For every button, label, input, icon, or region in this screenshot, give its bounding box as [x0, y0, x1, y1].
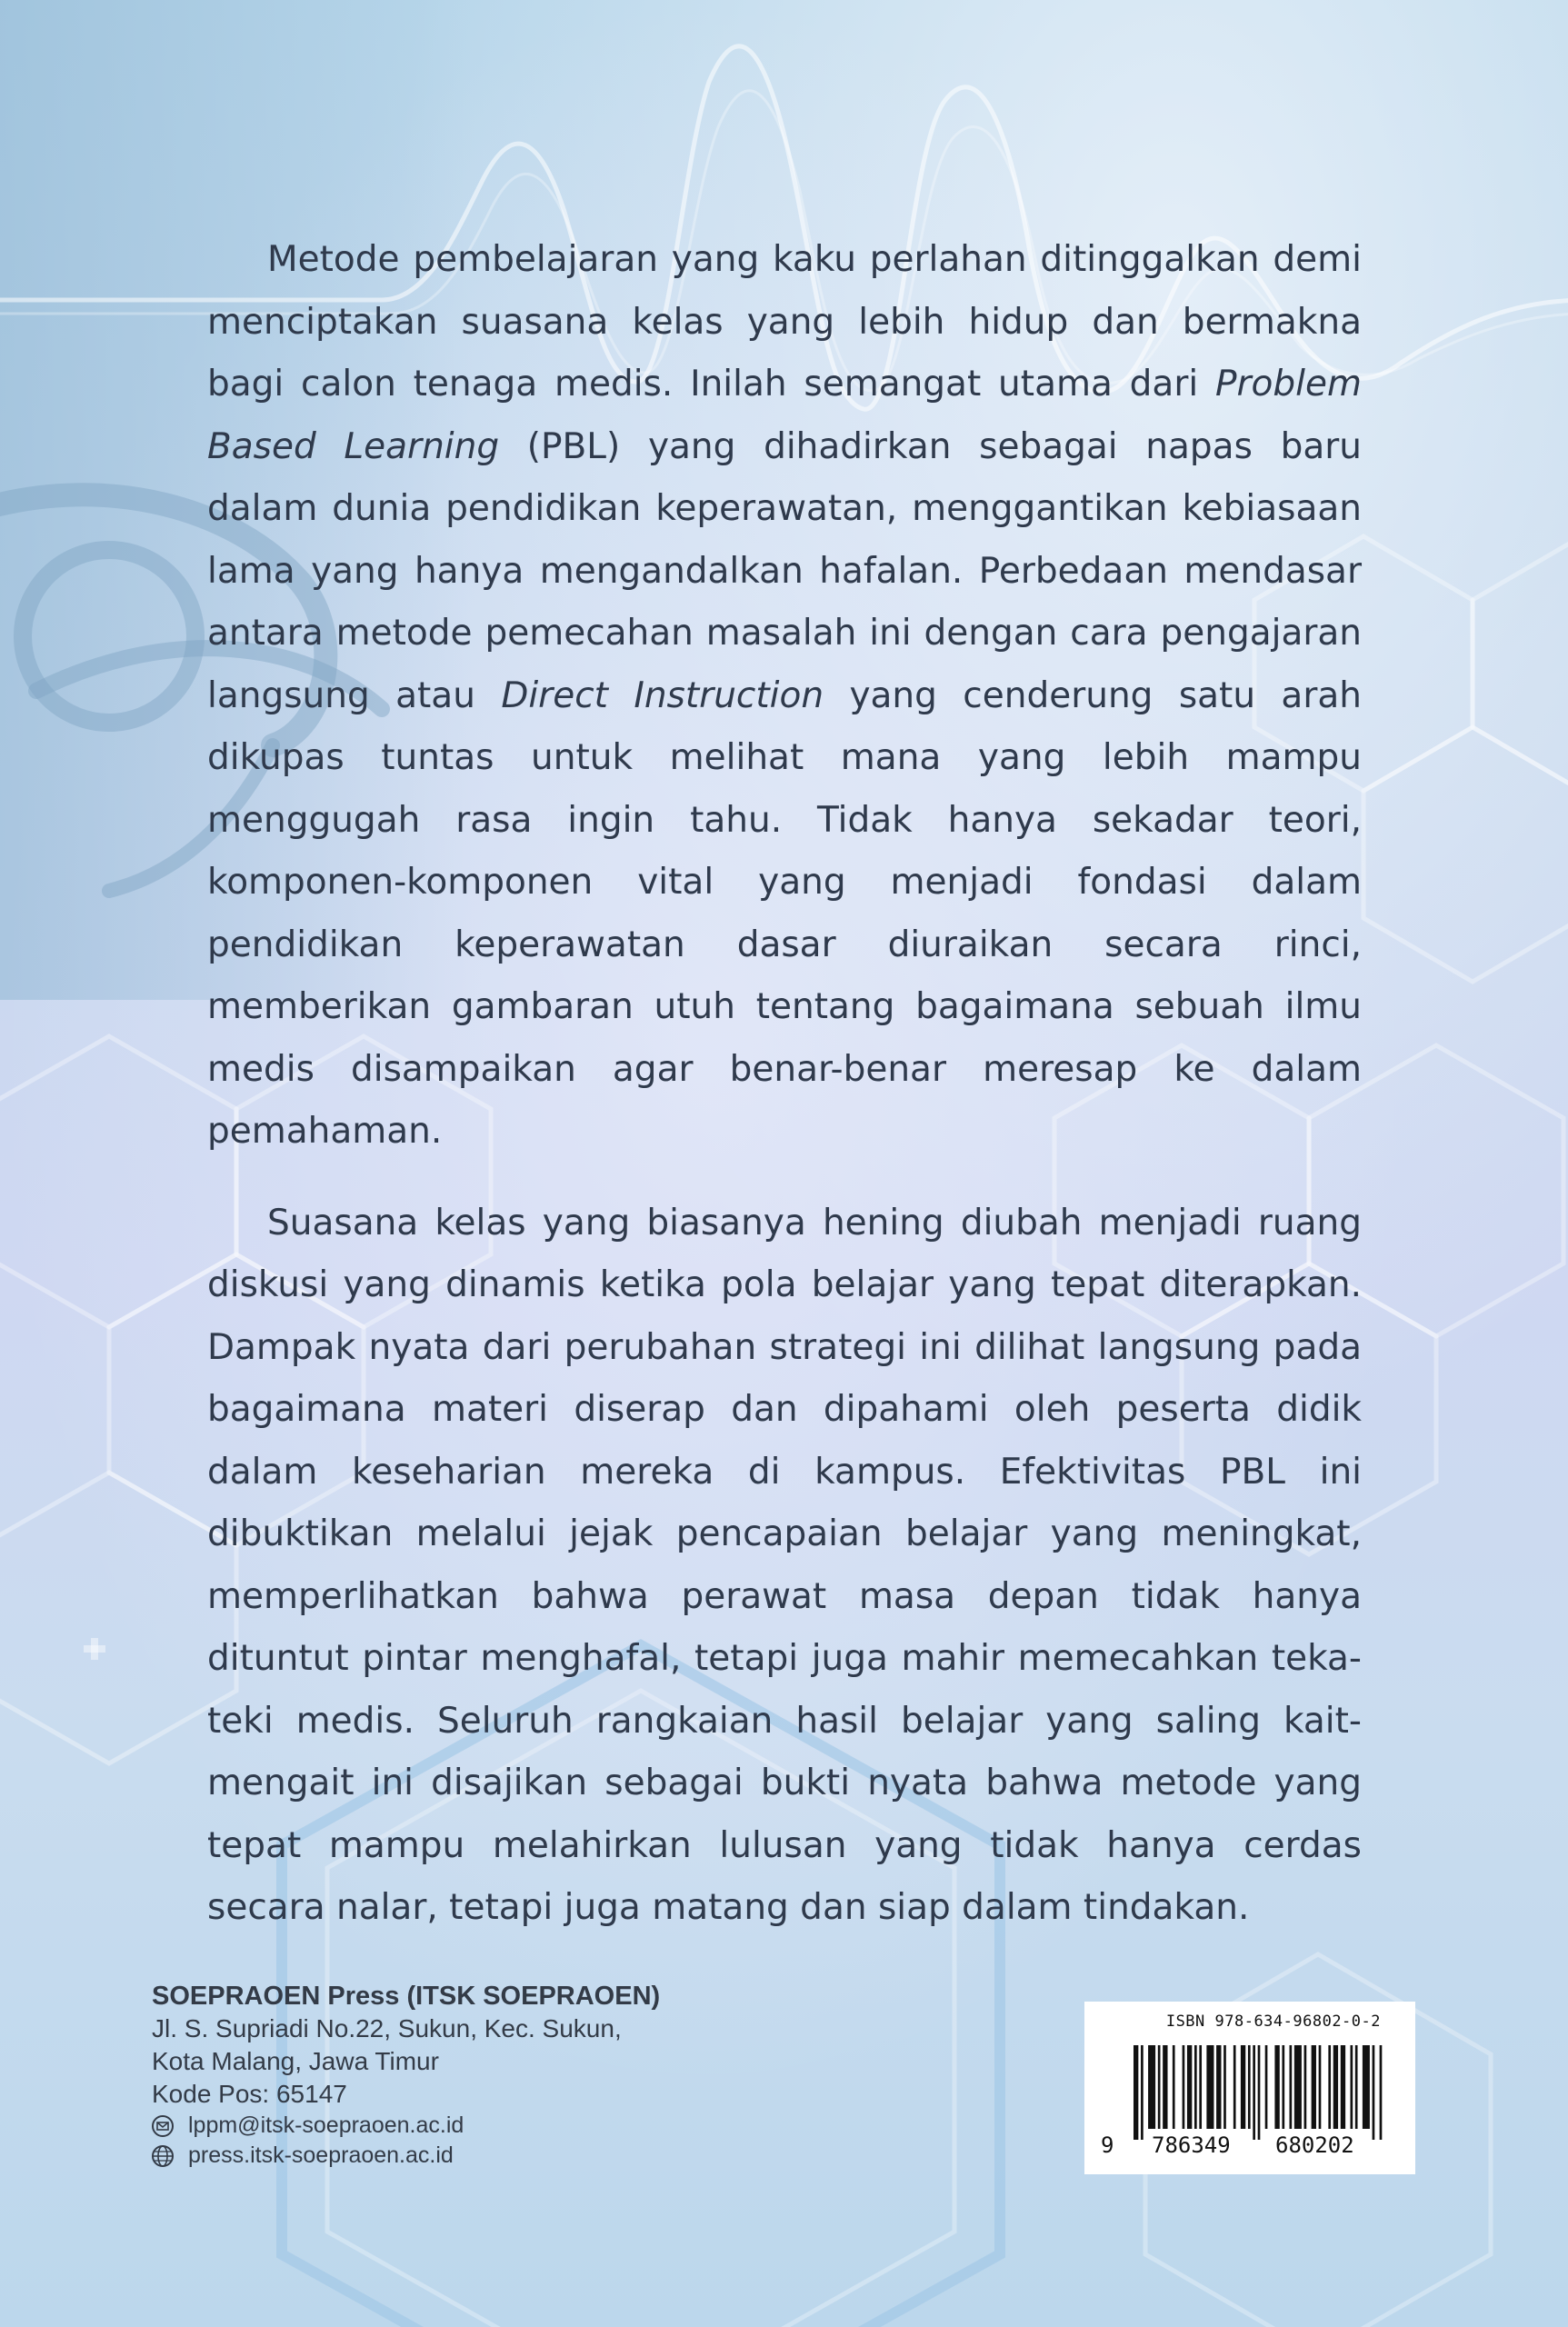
barcode-bar — [1312, 2045, 1316, 2129]
publisher-website-row — [152, 2141, 788, 2171]
barcode-bar — [1248, 2045, 1251, 2129]
barcode-bar — [1233, 2045, 1236, 2129]
barcode-bar — [1258, 2045, 1261, 2140]
barcode-bar — [1380, 2045, 1383, 2140]
barcode-bar — [1373, 2045, 1375, 2140]
barcode-bar — [1355, 2045, 1358, 2129]
barcode-bar — [1282, 2045, 1284, 2129]
barcode-bar — [1148, 2045, 1155, 2129]
barcode-bar — [1290, 2045, 1293, 2129]
publisher-email-row — [152, 2111, 788, 2141]
barcode-bar — [1274, 2045, 1279, 2129]
barcode-bar — [1363, 2045, 1370, 2129]
publisher-info — [152, 1980, 788, 2171]
barcode-bar — [1141, 2045, 1144, 2140]
barcode-bar — [1328, 2045, 1331, 2129]
mail-icon — [152, 2115, 174, 2137]
barcode-bar — [1319, 2045, 1322, 2129]
barcode-bar — [1350, 2045, 1353, 2129]
barcode-bar — [1223, 2045, 1226, 2129]
blurb-paragraph-2: Suasana kelas yang biasanya hening diubah menjadi ruang diskusi yang dinamis ketika pola belajar yang tepat diterapkan. Dampak nyata dari perubahan strategi ini dilihat langsung pada bagaimana materi diserap dan dipahami oleh peserta didik dalam keseharian mereka di kampus. Efektivitas PBL ini dibuktikan melalui jejak pencapaian belajar yang meningkat, memperlihatkan bahwa perawat masa depan tidak hanya dituntut pintar menghafal, tetapi juga mahir memecahkan teka-teki medis. Seluruh rangkaian hasil belajar yang saling kait-mengait ini disajikan sebagai bukti nyata bahwa metode yang tepat mampu melahirkan lulusan yang tidak hanya cerdas secara nalar, tetapi juga matang dan siap dalam tindakan. — [207, 1202, 1362, 1928]
barcode-digits-right: 680202 — [1275, 2132, 1354, 2158]
blurb-paragraph-1: Metode pembelajaran yang kaku perlahan ditinggalkan demi menciptakan suasana kelas yang lebih hidup dan bermakna bagi calon tenaga medis. Inilah semangat utama dari Problem Based Learning (PBL) yang dihadirkan sebagai napas baru dalam dunia pendidikan keperawatan, menggantikan kebiasaan lama yang hanya mengandalkan hafalan. Perbedaan mendasar antara metode pemecahan masalah ini dengan cara pengajaran langsung atau Direct Instruction yang cenderung satu arah dikupas tuntas untuk melihat mana yang lebih mampu menggugah rasa ingin tahu. Tidak hanya sekadar teori, komponen-komponen vital yang menjadi fondasi dalam pendidikan keperawatan dasar diuraikan secara rinci, memberikan gambaran utuh tentang bagaimana sebuah ilmu medis disampaikan agar benar-benar meresap ke dalam pemahaman. — [207, 239, 1362, 1152]
barcode-bar — [1265, 2045, 1268, 2129]
publisher-address-line-3: Kode Pos: 65147 — [152, 2080, 347, 2108]
barcode-bar — [1206, 2045, 1213, 2129]
barcode-digit-first: 9 — [1101, 2132, 1114, 2158]
barcode-bar — [1253, 2045, 1255, 2140]
publisher-address-line-1: Jl. S. Supriadi No.22, Sukun, Kec. Sukun, — [152, 2014, 622, 2042]
isbn-label: ISBN 978-634-96802-0-2 — [1165, 2012, 1381, 2031]
publisher-name: SOEPRAOEN Press (ITSK SOEPRAOEN) — [152, 1982, 661, 2011]
barcode-bar — [1216, 2045, 1221, 2129]
barcode-bar — [1173, 2045, 1175, 2129]
publisher-website[interactable]: press.itsk-soepraoen.ac.id — [188, 2142, 454, 2168]
publisher-email[interactable]: lppm@itsk-soepraoen.ac.id — [188, 2112, 464, 2138]
barcode-bar — [1163, 2045, 1167, 2129]
blurb-text — [207, 229, 1362, 1940]
isbn-barcode — [1084, 2002, 1415, 2174]
barcode-bar — [1199, 2045, 1202, 2129]
barcode-bar — [1294, 2045, 1302, 2129]
barcode-bar — [1333, 2045, 1338, 2129]
publisher-address-line-2: Kota Malang, Jawa Timur — [152, 2047, 439, 2075]
barcode-bar — [1183, 2045, 1185, 2129]
barcode-digits-left: 786349 — [1152, 2132, 1231, 2158]
barcode-bar — [1187, 2045, 1192, 2129]
barcode-bar — [1304, 2045, 1307, 2129]
barcode-bar — [1341, 2045, 1345, 2129]
barcode-bars — [1134, 2045, 1384, 2140]
barcode-bar — [1194, 2045, 1197, 2129]
barcode-bar — [1158, 2045, 1161, 2129]
barcode-bar — [1241, 2045, 1245, 2129]
globe-icon — [152, 2145, 174, 2167]
barcode-bar — [1134, 2045, 1138, 2140]
